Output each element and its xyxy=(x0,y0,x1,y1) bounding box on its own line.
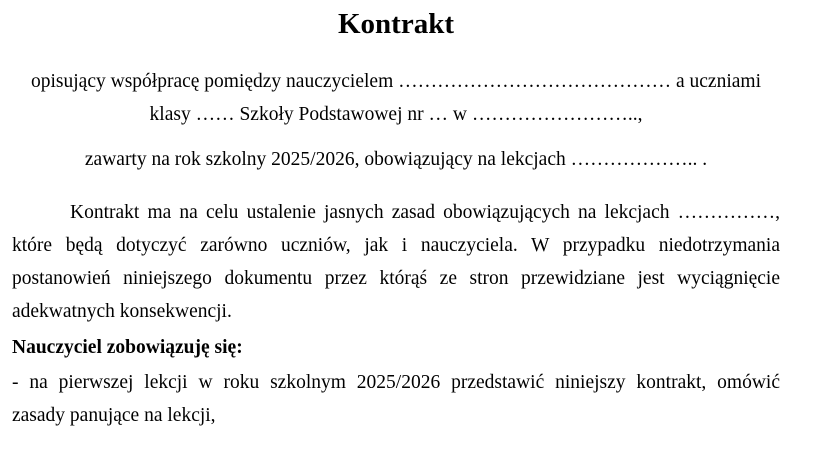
document-title: Kontrakt xyxy=(338,8,454,40)
purpose-line-1: Kontrakt ma na celu ustalenie jasnych zasad obowiązujących na lekcjach ……………, xyxy=(70,202,780,223)
purpose-paragraph xyxy=(12,196,780,328)
purpose-line-4: adekwatnych konsekwencji. xyxy=(12,301,232,322)
purpose-line-3: postanowień niniejszego dokumentu przez którąś ze stron przewidziane jest wyciągnięcie xyxy=(12,268,780,289)
obligation-line-1: - na pierwszej lekcji w roku szkolnym 2025/2026 przedstawić niniejszy kontrakt, omówić xyxy=(12,372,780,393)
purpose-line-2: które będą dotyczyć zarówno uczniów, jak i nauczyciela. W przypadku niedotrzymania xyxy=(12,235,780,256)
intro-line-1: opisujący współpracę pomiędzy nauczycielem …………………………………… a uczniami xyxy=(31,71,761,92)
obligation-line-2: zasady panujące na lekcji, xyxy=(12,405,216,426)
teacher-obligations-list xyxy=(12,366,780,432)
school-year-line: zawarty na rok szkolny 2025/2026, obowiązujący na lekcjach ……………….. . xyxy=(84,149,708,170)
teacher-obligations-heading: Nauczyciel zobowiązuję się: xyxy=(12,337,243,358)
intro-paragraph xyxy=(12,65,780,131)
intro-line-2: klasy …… Szkoły Podstawowej nr … w …………………….., xyxy=(149,104,643,125)
